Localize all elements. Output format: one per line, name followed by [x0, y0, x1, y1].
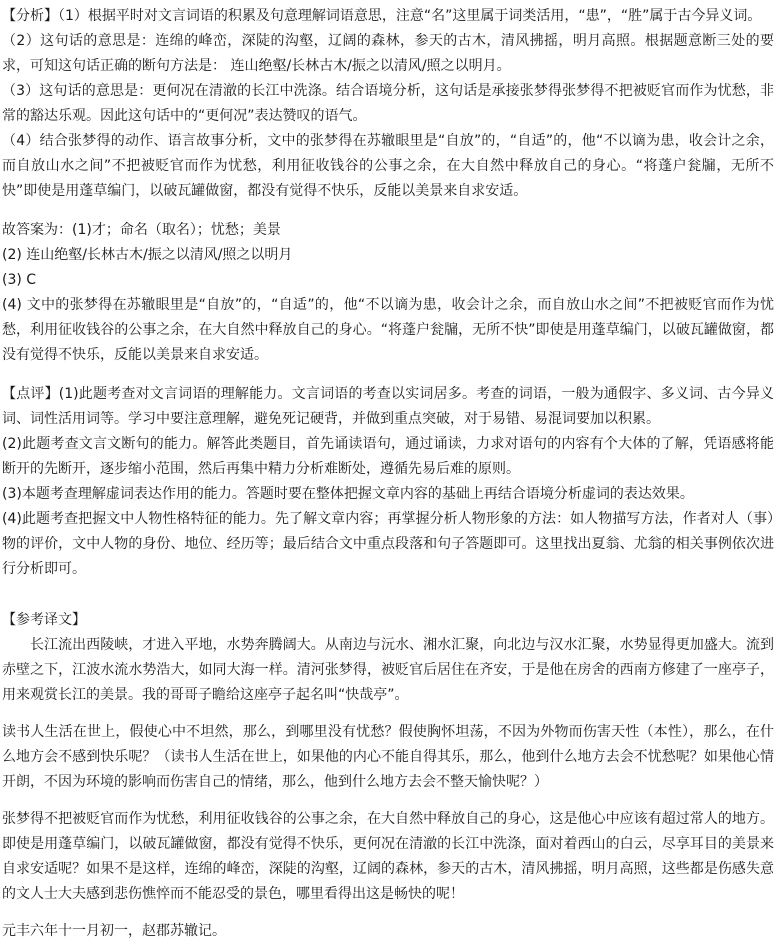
analysis-section [2, 4, 774, 204]
answer-item-1: 故答案为：(1)才；命名（取名）；忧愁；美景 [2, 222, 281, 238]
translation-section [2, 608, 774, 944]
comment-item-3: (3)本题考查理解虚词表达作用的能力。答题时要在整体把握文章内容的基础上再结合语境分析虚词的表达效果。 [2, 486, 694, 502]
translation-paragraph-1: 长江流出西陵峡，才进入平地，水势奔腾阔大。从南边与沅水、湘水汇聚，向北边与汉水汇聚，水势显得更加盛大。流到赤壁之下，江波水流水势浩大，如同大海一样。清河张梦得，被贬官后居住在齐安，于是他在房舍的西南方修建了一座亭子，用来观赏长江的美景。我的哥哥子瞻给这座亭子起名叫“快哉亭”。 [2, 637, 774, 703]
analysis-item-1: 【分析】（1）根据平时对文言词语的积累及句意理解词语意思，注意“名”这里属于词类活用，“患”，“胜”属于古今异义词。 [2, 8, 762, 24]
translation-paragraph-3: 张梦得不把被贬官而作为忧愁，利用征收钱谷的公事之余，在大自然中释放自己的身心，这是他心中应该有超过常人的地方。即使是用蓬草编门，以破瓦罐做窗，都没有觉得不快乐，更何况在清澈的长江中洗涤，面对着西山的白云，尽享耳目的美景来自求安适呢？如果不是这样，连绵的峰峦，深陡的沟壑，辽阔的森林，参天的古木，清风拂摇，明月高照，这些都是伤感失意的文人士大夫感到悲伤憔悴而不能忍受的景色，哪里看得出这是畅快的呢！ [2, 811, 774, 902]
comment-item-1: 【点评】(1)此题考查对文言词语的理解能力。文言词语的考查以实词居多。考查的词语，一般为通假字、多义词、古今异义词、词性活用词等。学习中要注意理解，避免死记硬背，并做到重点突破，对于易错、易混词要加以积累。 [2, 386, 775, 427]
answer-item-2: (2) 连山绝壑/长林古木/振之以清风/照之以明月 [2, 247, 293, 263]
analysis-item-2: （2）这句话的意思是：连绵的峰峦，深陡的沟壑，辽阔的森林，参天的古木，清风拂摇，明月高照。根据题意断三处的要求，可知这句话正确的断句方法是： 连山绝壑/长林古木/振之以清风/照之以明月。 [2, 33, 774, 74]
translation-heading: 【参考译文】 [2, 612, 86, 628]
analysis-item-4: （4）结合张梦得的动作、语言故事分析，文中的张梦得在苏辙眼里是“自放”的，“自适”的，他“不以谪为患，收会计之余，而自放山水之间”不把被贬官而作为忧愁，利用征收钱谷的公事之余，在大自然中释放自己的身心。“将蓬户瓮牖，无所不快”即使是用蓬草编门，以破瓦罐做窗，都没有觉得不快乐，反能以美景来自求安适。 [2, 133, 774, 199]
analysis-heading: 【分析】 [2, 8, 58, 24]
comment-section [2, 382, 774, 582]
comment-item-4: (4)此题考查把握文中人物性格特征的能力。先了解文章内容；再掌握分析人物形象的方法：如人物描写方法，作者对人（事）物的评价，文中人物的身份、地位、经历等；最后结合文中重点段落和句子答题即可。这里找出夏翁、尤翁的相关事例依次进行分析即可。 [2, 511, 774, 577]
comment-heading: 【点评】 [2, 386, 59, 402]
translation-signature: 元丰六年十一月初一，赵郡苏辙记。 [2, 923, 226, 939]
answer-item-4: (4) 文中的张梦得在苏辙眼里是“自放”的，“自适”的，他“不以谪为患，收会计之余，而自放山水之间”不把被贬官而作为忧愁，利用征收钱谷的公事之余，在大自然中释放自己的身心。“将蓬户瓮牖，无所不快”即使是用蓬草编门，以破瓦罐做窗，都没有觉得不快乐，反能以美景来自求安适。 [2, 297, 774, 363]
answer-item-3: (3) C [2, 272, 37, 288]
translation-paragraph-2: 读书人生活在世上，假使心中不坦然，那么，到哪里没有忧愁？假使胸怀坦荡，不因为外物而伤害天性（本性），那么，在什么地方会不感到快乐呢？（读书人生活在世上，如果他的内心不能自得其乐，那么，他到什么地方去会不忧愁呢？如果他心情开朗，不因为环境的影响而伤害自己的情绪，那么，他到什么地方去会不整天愉快呢？） [2, 724, 774, 790]
comment-item-2: (2)此题考查文言文断句的能力。解答此类题目，首先诵读语句，通过诵读，力求对语句的内容有个大体的了解，凭语感将能断开的先断开，逐步缩小范围，然后再集中精力分析难断处，遵循先易后难的原则。 [2, 436, 774, 477]
answer-section [2, 218, 774, 368]
analysis-item-3: （3）这句话的意思是：更何况在清澈的长江中洗涤。结合语境分析，这句话是承接张梦得张梦得不把被贬官而作为忧愁，非常的豁达乐观。因此这句话中的“更何况”表达赞叹的语气。 [2, 83, 774, 124]
